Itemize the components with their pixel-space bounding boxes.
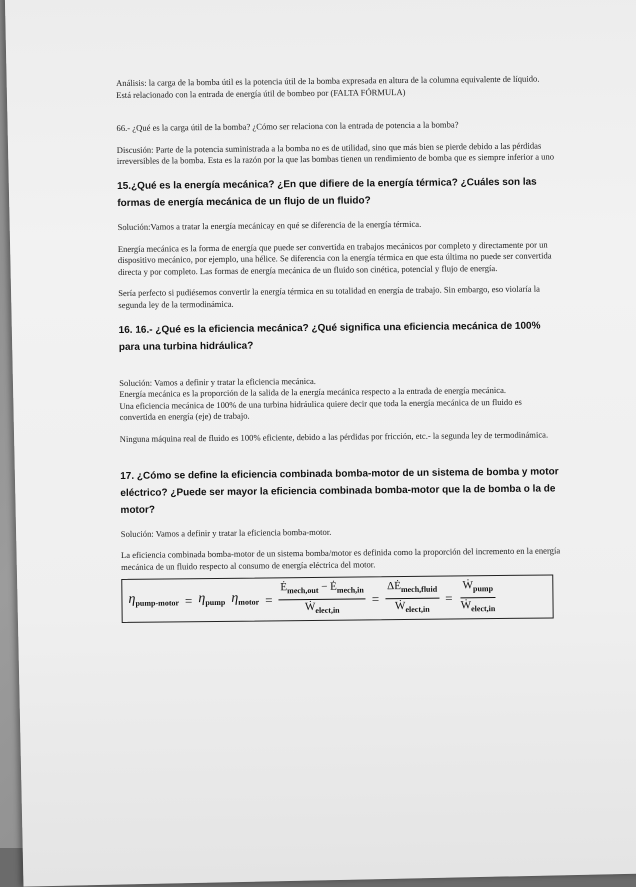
eta-pump-motor: $\eta_{pump-motor}$: [128, 591, 180, 608]
solution-17-definition: La eficiencia combinada bomba-motor de un sistema bomba/motor es definida como la proporción del incremento en la energía mecánica de un fluido respecto al consumo de energía eléctrica del motor.: [120, 545, 561, 572]
analysis-paragraph: Análisis: la carga de la bomba útil es la potencia útil de la bomba expresada en altura de la columna equivalente de líquido. Está relacionado con la entrada de energía útil de bombeo por (FALTA FÓRMULA): [116, 73, 540, 100]
solution-16-intro: Solución: Vamos a definir y tratar la eficiencia mecánica.: [119, 375, 316, 388]
question-16-heading: 16. 16.- ¿Qué es la eficiencia mecánica? ¿Qué significa una eficiencia mecánica de 100% para una turbina hidráulica?: [118, 320, 541, 353]
equals-sign: =: [184, 592, 193, 608]
solution-15-intro: Solución:Vamos a tratar la energía mecánicay en qué se diferencia de la energía térmica.: [117, 218, 422, 232]
question-15-heading: 15.¿Qué es la energía mecánica? ¿En que difiere de la energía térmica? ¿Cuáles son las formas de energía mecánica de un flujo de un fluido?: [117, 176, 537, 209]
pump-fraction: $\frac{Ẇ_{pump}}{Ẇ_{elect,in}}$: [460, 579, 496, 614]
eta-motor: $\eta_{motor}$: [231, 590, 260, 607]
solution-16-definition: Energía mecánica es la proporción de la salida de la energía mecánica respecto a la entrada de energía mecánica.: [119, 385, 507, 400]
solution-16-turbine: Una eficiencia mecánica de 100% de una turbina hidráulica quiere decir que toda la energía mecánica de un fluido es convertida en energía (eje) de trabajo.: [119, 396, 522, 423]
eta-pump: $\eta_{pump}$: [198, 590, 226, 607]
solution-17-intro: Solución: Vamos a definir y tratar la eficiencia bomba-motor.: [120, 526, 332, 539]
fluid-fraction: $\frac{\Delta Ė_{mech,fluid}}{Ẇ_{elect,in}}$: [385, 581, 439, 616]
discussion-paragraph: Discusión: Parte de la potencia suministrada a la bomba no es de utilidad, sino que más bien se pierde debido a las pérdidas irreversibles de la bomba. Esta es la razón por la que las bombas tienen un rendimiento de bomba que es siempre inferior a uno: [116, 140, 555, 167]
equals-sign: =: [445, 590, 453, 606]
mechanical-fraction: $\frac{Ė_{mech,out} - Ė_{mech,in}}{Ẇ_{elect,in}}$: [278, 582, 366, 617]
efficiency-formula: [121, 575, 553, 624]
solution-15-body: Energía mecánica es la forma de energía que puede ser convertida en trabajos mecánicos por completo y directamente por un dispositivo mecánico, por ejemplo, una hélice. Se diferencia con la energía térmica en que esta última no puede ser convertida directa y por completo. Las formas de energía mecánica de un fluido son cinética, potencial y flujo de energía.: [117, 239, 552, 277]
equals-sign: =: [371, 590, 380, 606]
solution-15-note: Sería perfecto si pudiésemos convertir la energía térmica en su totalidad en energía de trabajo. Sin embargo, eso violaría la segunda ley de la termodinámica.: [118, 283, 540, 310]
question-17-heading: 17. ¿Cómo se define la eficiencia combinada bomba-motor de un sistema de bomba y motor eléctrico? ¿Puede ser mayor la eficiencia combinada bomba-motor que la de bomba o la de motor?: [120, 465, 559, 516]
solution-16-note: Ninguna máquina real de fluido es 100% eficiente, debido a las pérdidas por fricción, etc.- la segunda ley de termodinámica.: [119, 429, 549, 444]
question-66: 66.- ¿Qué es la carga útil de la bomba? ¿Cómo ser relaciona con la entrada de potencia a la bomba?: [116, 119, 459, 134]
document-body: [116, 73, 562, 623]
equals-sign: =: [265, 591, 273, 608]
